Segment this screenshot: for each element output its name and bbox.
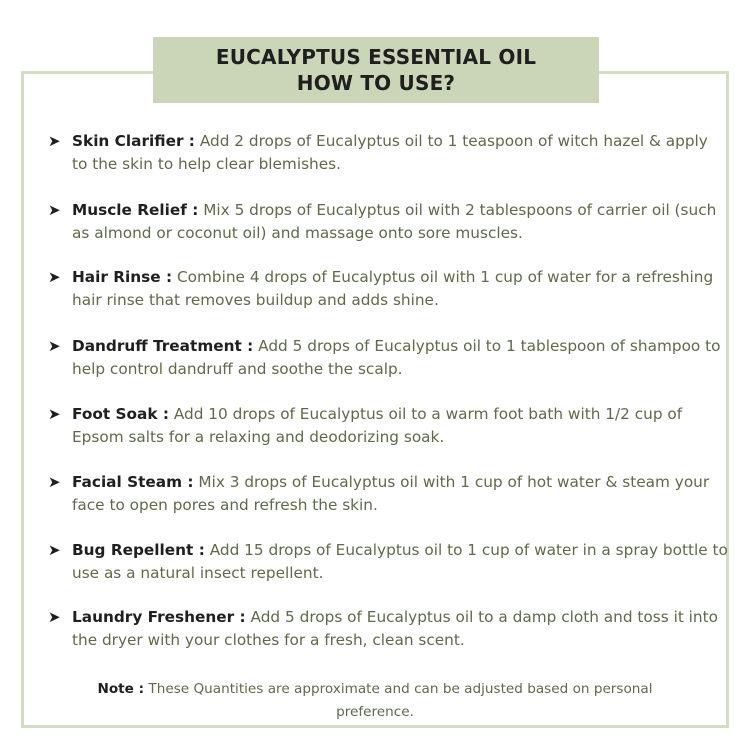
title-line-2: HOW TO USE? [296,71,456,95]
usage-item-laundry-freshener [48,606,728,652]
arrowhead-right-icon: ➤ [48,201,61,219]
usage-item-foot-soak [48,403,728,449]
footnote [90,678,660,724]
arrowhead-right-icon: ➤ [48,541,61,559]
usage-description: Mix 3 drops of Eucalyptus oil with 1 cup of hot water & steam your face to open pores and refresh the skin. [72,473,710,514]
usage-text [72,403,728,449]
arrowhead-right-icon: ➤ [48,132,61,150]
note-text: These Quantities are approximate and can be adjusted based on personal preference. [148,681,653,720]
usage-description: Mix 5 drops of Eucalyptus oil with 2 tablespoons of carrier oil (such as almond or coconut oil) and massage onto sore muscles. [72,201,717,242]
usage-text [72,130,728,176]
usage-item-hair-rinse [48,266,728,312]
arrowhead-right-icon: ➤ [48,268,61,286]
usage-label: Skin Clarifier : [72,132,195,150]
usage-text [72,539,728,585]
usage-text [72,199,728,245]
usage-description: Add 2 drops of Eucalyptus oil to 1 teaspoon of witch hazel & apply to the skin to help clear blemishes. [72,132,708,173]
usage-description: Add 10 drops of Eucalyptus oil to a warm foot bath with 1/2 cup of Epsom salts for a relaxing and deodorizing soak. [72,405,683,446]
usage-text [72,606,728,652]
note-label: Note : [97,681,145,697]
arrowhead-right-icon: ➤ [48,473,61,491]
usage-item-skin-clarifier [48,130,728,176]
usage-label: Laundry Freshener : [72,608,246,626]
usage-item-facial-steam [48,471,728,517]
usage-item-muscle-relief [48,199,728,245]
usage-text [72,335,728,381]
arrowhead-right-icon: ➤ [48,608,61,626]
title-banner [153,37,599,103]
arrowhead-right-icon: ➤ [48,405,61,423]
usage-text [72,266,728,312]
usage-item-dandruff-treatment [48,335,728,381]
usage-label: Dandruff Treatment : [72,337,254,355]
usage-label: Bug Repellent : [72,541,205,559]
usage-label: Muscle Relief : [72,201,199,219]
arrowhead-right-icon: ➤ [48,337,61,355]
usage-description: Add 5 drops of Eucalyptus oil to a damp cloth and toss it into the dryer with your clothes for a fresh, clean scent. [72,608,718,649]
usage-label: Foot Soak : [72,405,169,423]
usage-description: Add 5 drops of Eucalyptus oil to 1 tablespoon of shampoo to help control dandruff and soothe the scalp. [72,337,721,378]
usage-description: Combine 4 drops of Eucalyptus oil with 1 cup of water for a refreshing hair rinse that removes buildup and adds shine. [72,268,714,309]
usage-description: Add 15 drops of Eucalyptus oil to 1 cup of water in a spray bottle to use as a natural insect repellent. [72,541,728,582]
usage-label: Facial Steam : [72,473,194,491]
title-line-1: EUCALYPTUS ESSENTIAL OIL [215,45,537,69]
usage-label: Hair Rinse : [72,268,173,286]
usage-item-bug-repellent [48,539,728,585]
usage-text [72,471,728,517]
